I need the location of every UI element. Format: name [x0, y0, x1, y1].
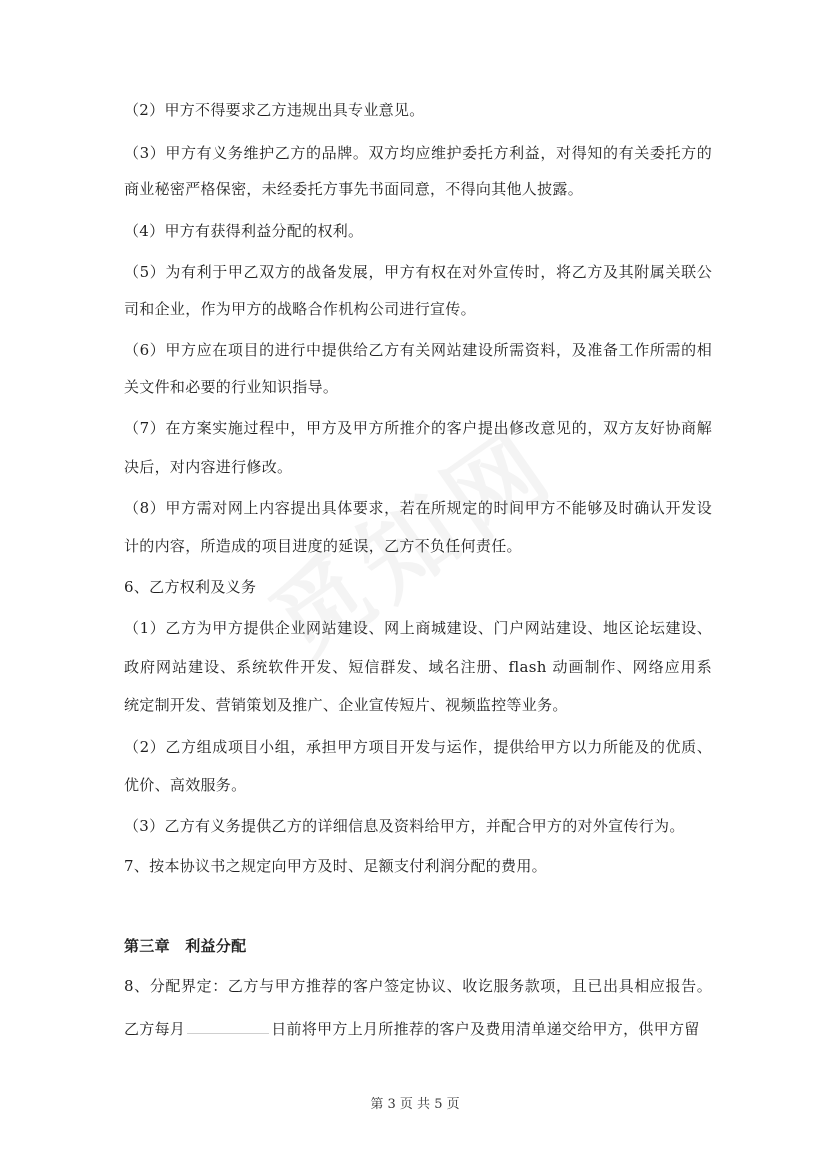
paragraph-line: （5）为有利于甲乙双方的战备发展，甲方有权在对外宣传时，将乙方及其附属关联公	[124, 263, 712, 281]
paragraph-line: 决后，对内容进行修改。	[124, 458, 293, 476]
paragraph-line: （6）甲方应在项目的进行中提供给乙方有关网站建设所需资料，及准备工作所需的相	[124, 341, 712, 359]
paragraph-line: 政府网站建设、系统软件开发、短信群发、域名注册、flash 动画制作、网络应用系	[124, 658, 712, 676]
paragraph-line: 司和企业，作为甲方的战略合作机构公司进行宣传。	[124, 300, 476, 318]
paragraph-line-with-blank	[124, 1017, 712, 1039]
text-segment: 日前将甲方上月所推荐的客户及费用清单递交给甲方，供甲方留	[271, 1020, 700, 1038]
paragraph-line: 关文件和必要的行业知识指导。	[124, 378, 339, 396]
paragraph-line: （3）乙方有义务提供乙方的详细信息及资料给甲方，并配合甲方的对外宣传行为。	[124, 817, 685, 835]
paragraph-line: 7、按本协议书之规定向甲方及时、足额支付利润分配的费用。	[124, 857, 547, 875]
paragraph-line: 计的内容，所造成的项目进度的延误，乙方不负任何责任。	[124, 537, 522, 555]
paragraph-line: 商业秘密严格保密，未经委托方事先书面同意，不得向其他人披露。	[124, 180, 584, 198]
paragraph-line: 统定制开发、营销策划及推广、企业宣传短片、视频监控等业务。	[124, 696, 568, 714]
paragraph-line: （4）甲方有获得利益分配的权利。	[124, 222, 364, 240]
paragraph-line: 8、分配界定：乙方与甲方推荐的客户签定协议、收讫服务款项，且已出具相应报告。	[124, 977, 712, 995]
paragraph-line: （2）乙方组成项目小组，承担甲方项目开发与运作，提供给甲方以力所能及的优质、	[124, 738, 712, 756]
paragraph-line: （7）在方案实施过程中，甲方及甲方所推介的客户提出修改意见的，双方友好协商解	[124, 419, 712, 437]
paragraph-line: （8）甲方需对网上内容提出具体要求，若在所规定的时间甲方不能够及时确认开发设	[124, 499, 712, 517]
page-footer: 第 3 页 共 5 页	[370, 1097, 460, 1112]
paragraph-line: （3）甲方有义务维护乙方的品牌。双方均应维护委托方利益，对得知的有关委托方的	[124, 144, 712, 162]
fill-in-blank	[187, 1017, 269, 1034]
text-segment: 乙方每月	[124, 1020, 186, 1038]
paragraph-line: 优价、高效服务。	[124, 776, 247, 794]
paragraph-line: （1）乙方为甲方提供企业网站建设、网上商城建设、门户网站建设、地区论坛建设、	[124, 619, 712, 637]
section-heading: 6、乙方权利及义务	[124, 578, 257, 596]
paragraph-line: （2）甲方不得要求乙方违规出具专业意见。	[124, 101, 425, 119]
chapter-heading: 第三章 利益分配	[124, 937, 247, 955]
